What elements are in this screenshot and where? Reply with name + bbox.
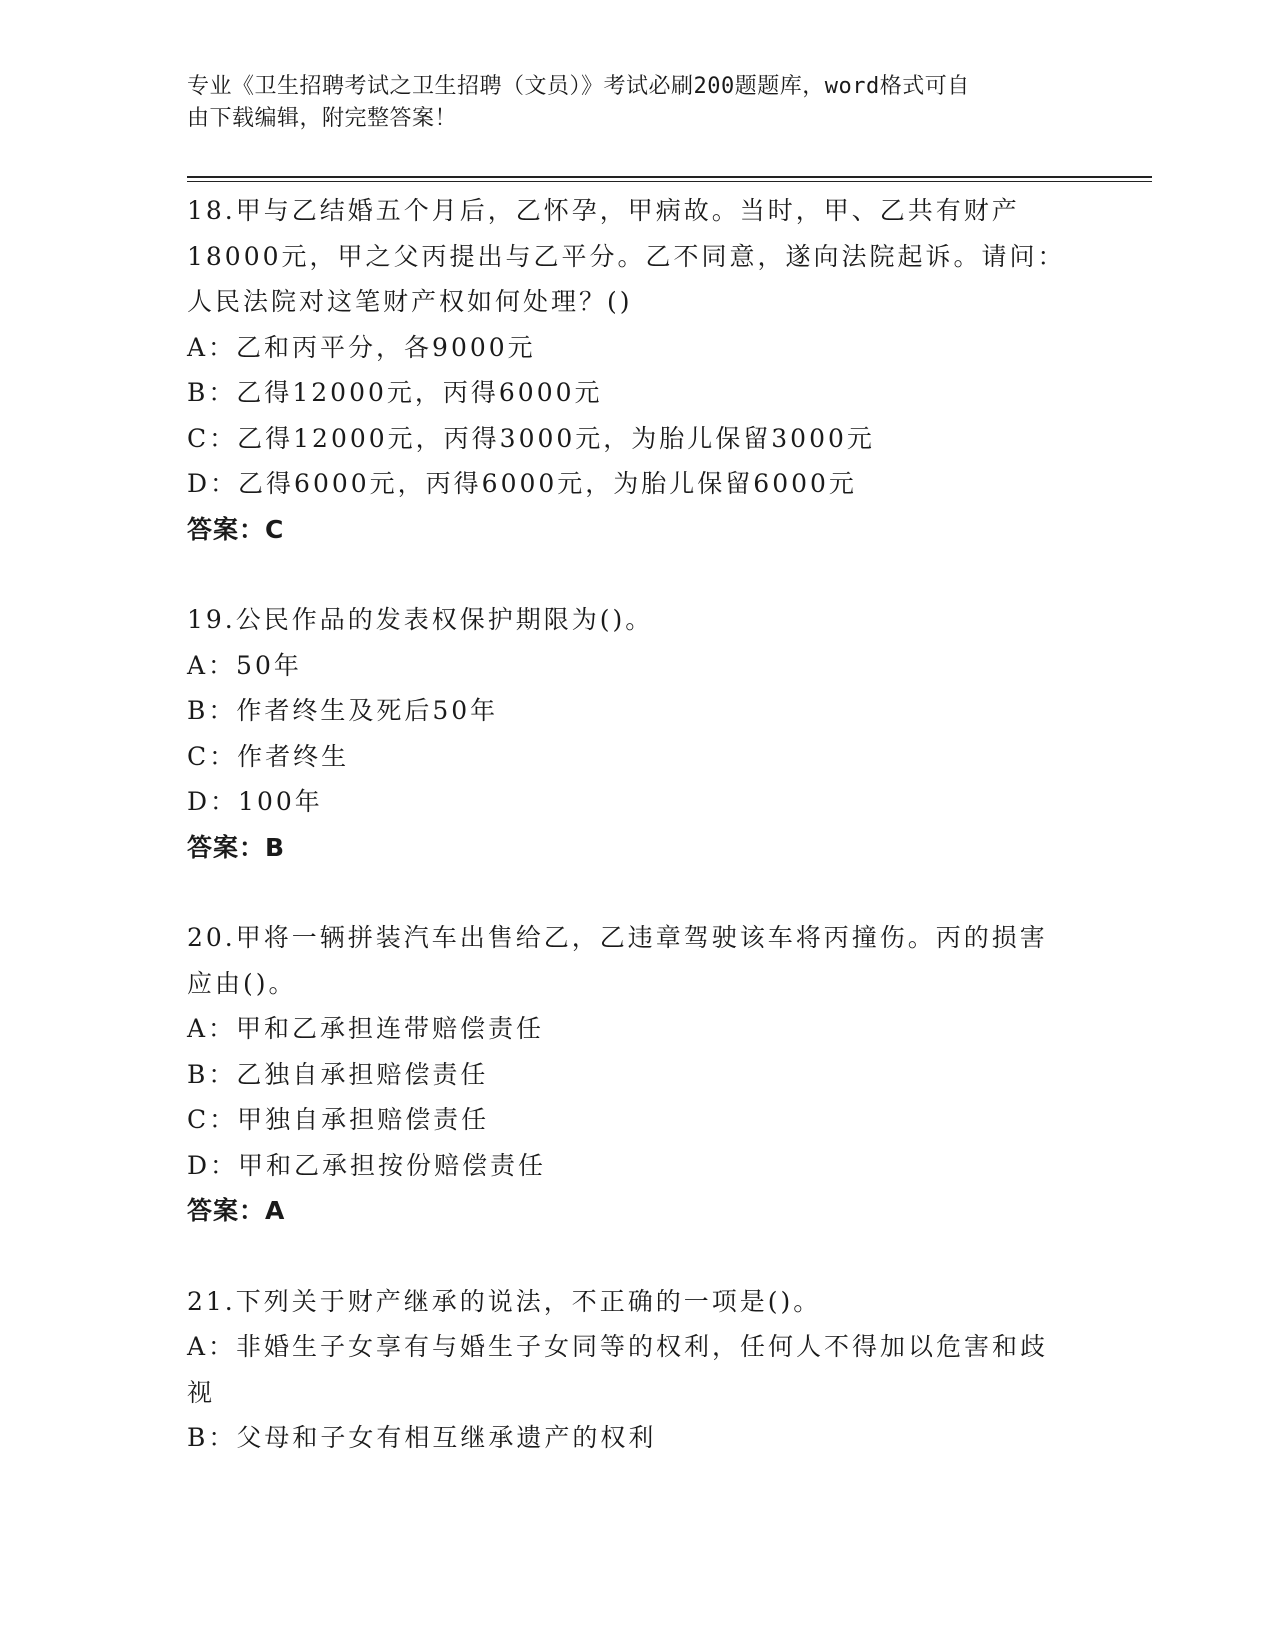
- answer-key: 答案：A: [187, 1196, 286, 1225]
- question-stem: 18000元，甲之父丙提出与乙平分。乙不同意，遂向法院起诉。请问：: [187, 241, 1066, 271]
- question-stem: 21.下列关于财产继承的说法，不正确的一项是()。: [187, 1286, 822, 1316]
- option-a: A：乙和丙平分，各9000元: [187, 332, 536, 362]
- header-line: 由下载编辑，附完整答案！: [187, 106, 458, 131]
- question-stem: 18.甲与乙结婚五个月后，乙怀孕，甲病故。当时，甲、乙共有财产: [187, 196, 1020, 225]
- spacer: [187, 870, 1087, 915]
- option-b: B：作者终生及死后50年: [187, 696, 499, 725]
- question-stem: 人民法院对这笔财产权如何处理？(): [187, 287, 633, 316]
- option-b: B：乙独自承担赔偿责任: [187, 1059, 489, 1089]
- option-c: C：乙得12000元，丙得3000元，为胎儿保留3000元: [187, 423, 875, 453]
- answer-key: 答案：C: [187, 514, 285, 544]
- question-list: [187, 188, 1087, 1461]
- document-header: [187, 71, 1077, 135]
- option-b: B：父母和子女有相互继承遗产的权利: [187, 1423, 657, 1452]
- question-stem: 应由()。: [187, 968, 297, 998]
- header-divider-thin: [187, 181, 1152, 182]
- option-b: B：乙得12000元，丙得6000元: [187, 378, 603, 407]
- option-d: D：乙得6000元，丙得6000元，为胎儿保留6000元: [187, 469, 857, 498]
- question-stem: 19.公民作品的发表权保护期限为()。: [187, 605, 654, 634]
- option-c: C：作者终生: [187, 741, 350, 771]
- question-block: [187, 597, 1087, 870]
- option-a: A：非婚生子女享有与婚生子女同等的权利，任何人不得加以危害和歧: [187, 1332, 1049, 1361]
- spacer: [187, 1234, 1087, 1279]
- question-block: [187, 1279, 1087, 1461]
- answer-key: 答案：B: [187, 832, 286, 862]
- option-c: C：甲独自承担赔偿责任: [187, 1105, 490, 1134]
- option-a: A：甲和乙承担连带赔偿责任: [187, 1014, 545, 1043]
- question-block: [187, 188, 1087, 552]
- header-divider: [187, 176, 1152, 178]
- spacer: [187, 552, 1087, 597]
- option-d: D：甲和乙承担按份赔偿责任: [187, 1150, 547, 1180]
- option-a: A：50年: [187, 650, 302, 680]
- option-a-continued: 视: [187, 1377, 216, 1407]
- question-stem: 20.甲将一辆拼装汽车出售给乙，乙违章驾驶该车将丙撞伤。丙的损害: [187, 923, 1048, 952]
- question-block: [187, 915, 1087, 1234]
- option-d: D：100年: [187, 787, 323, 816]
- header-line: 专业《卫生招聘考试之卫生招聘（文员）》考试必刷200题题库，word格式可自: [187, 74, 970, 99]
